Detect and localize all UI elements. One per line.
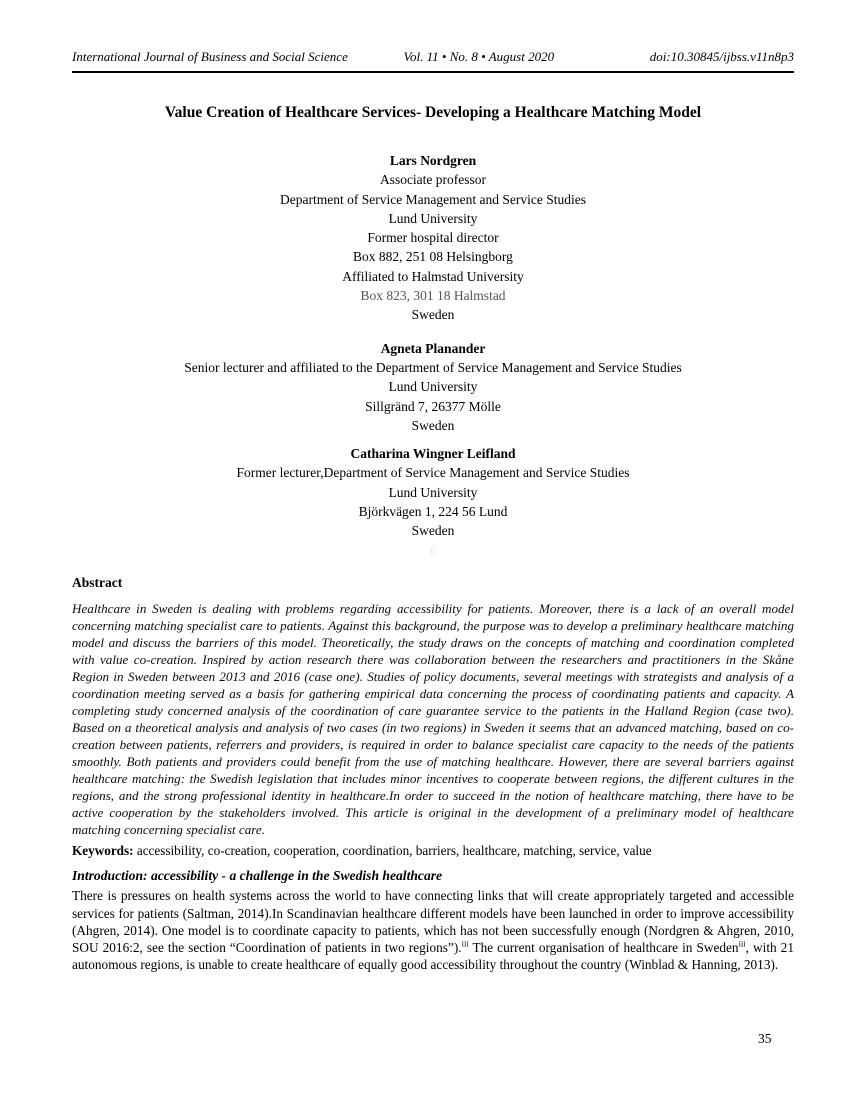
paper-title: Value Creation of Healthcare Services- Developing a Healthcare Matching Model bbox=[164, 104, 702, 121]
intro-text-part3: , with 21 autonomous regions, is unable to create healthcare of equally good accessibility throughout the country (Winblad & Hanning, 2013). bbox=[72, 940, 794, 973]
endnote-marker: iii bbox=[461, 938, 469, 949]
author-block bbox=[72, 339, 794, 435]
author-name: Agneta Planander bbox=[380, 340, 486, 356]
issue-info: Vol. 11 • No. 8 • August 2020 bbox=[403, 49, 555, 64]
author-line: Former lecturer,Department of Service Management and Service Studies bbox=[236, 465, 630, 481]
author-line: Lund University bbox=[388, 210, 478, 226]
author-line: Sweden bbox=[411, 417, 455, 433]
journal-header bbox=[72, 50, 794, 73]
endnote-marker: iii bbox=[738, 938, 746, 949]
introduction-heading: Introduction: accessibility - a challenge in the Swedish healthcare bbox=[72, 868, 443, 884]
authors-section bbox=[72, 151, 794, 560]
author-name: Lars Nordgren bbox=[389, 153, 477, 168]
journal-name: International Journal of Business and Social Science bbox=[72, 49, 348, 64]
author-line: Former hospital director bbox=[367, 230, 499, 246]
author-line: Sweden bbox=[411, 307, 455, 323]
intro-text-part2: The current organisation of healthcare in Sweden bbox=[468, 940, 739, 956]
author-line: Box 882, 251 08 Helsingborg bbox=[353, 249, 513, 265]
author-line: Lund University bbox=[388, 379, 478, 395]
author-name: Catharina Wingner Leifland bbox=[350, 446, 516, 462]
author-line: Senior lecturer and affiliated to the Department of Service Management and Service Studies bbox=[184, 359, 682, 375]
intro-text-part1: There is pressures on health systems across the world to have connecting links that will create appropriately targeted and accessible services for patients (Saltman, 2014).In Scandinavian healthcare different models have been launched in order to improve accessibility (Ahgren, 2014). One model is to coordinate capacity to patients, which has not been successfully enough (Nordgren & Ahgren, 2010, SOU 2016:2, see the section “Coordination of patients in two regions”). bbox=[72, 888, 794, 956]
author-line: Box 823, 301 18 Halmstad bbox=[360, 288, 506, 304]
keywords-text: accessibility, co-creation, cooperation, coordination, barriers, healthcare, matching, service, value bbox=[133, 843, 652, 859]
author-line: Björkvägen 1, 224 56 Lund bbox=[358, 504, 508, 520]
abstract-text: Healthcare in Sweden is dealing with problems regarding accessibility for patients. Moreover, there is a lack of an overall model concerning matching specialist care to patients. Against this background, the purpose was to develop a preliminary healthcare matching model and discuss the barriers of this model. Theoretically, the study draws on the concepts of matching and coordination completed with value co-creation. Inspired by action research there was collaboration between the researchers and practitioners in the Skåne Region in Sweden between 2013 and 2016 (case one). Studies of policy documents, several meetings with strategists and analysis of a coordination meeting served as a basis for gathering empirical data concerning the process of coordinating patients and capacity. A completing study concerned analysis of the coordination of care guarantee service to the patients in the Halland Region (case two). Based on a theoretical analysis and analysis of two cases (in two regions) in Sweden it seems that an advanced matching, based on co-creation between patients, referrers and providers, is required in order to balance specialist care capacity to the needs of the patients smoothly. Both patients and providers could benefit from the use of matching healthcare. However, there are several barriers against healthcare matching: the Swedish legislation that includes minor incentives to cooperate between regions, the different cultures in the regions, and the strong professional identity in healthcare.In order to succeed in the notion of healthcare matching, there have to be active cooperation by the stakeholders involved. This article is original in the development of a preliminary model of healthcare matching concerning specialist care. bbox=[72, 600, 794, 838]
author-line: Sillgränd 7, 26377 Mölle bbox=[365, 398, 501, 414]
introduction-paragraph bbox=[72, 887, 794, 973]
author-line: Affiliated to Halmstad University bbox=[342, 268, 524, 284]
keywords-line bbox=[72, 842, 794, 859]
abstract-heading: Abstract bbox=[72, 574, 123, 590]
author-line: Department of Service Management and Service Studies bbox=[280, 191, 586, 207]
watermark-digit: 6 bbox=[429, 542, 437, 558]
page-number: 35 bbox=[758, 1031, 772, 1046]
author-line: Lund University bbox=[388, 484, 478, 500]
author-block bbox=[72, 151, 794, 325]
author-line: Sweden bbox=[411, 523, 455, 539]
keywords-label: Keywords: bbox=[72, 843, 134, 859]
author-line: Associate professor bbox=[379, 172, 487, 188]
author-block bbox=[72, 444, 794, 540]
doi: doi:10.30845/ijbss.v11n8p3 bbox=[649, 49, 794, 64]
